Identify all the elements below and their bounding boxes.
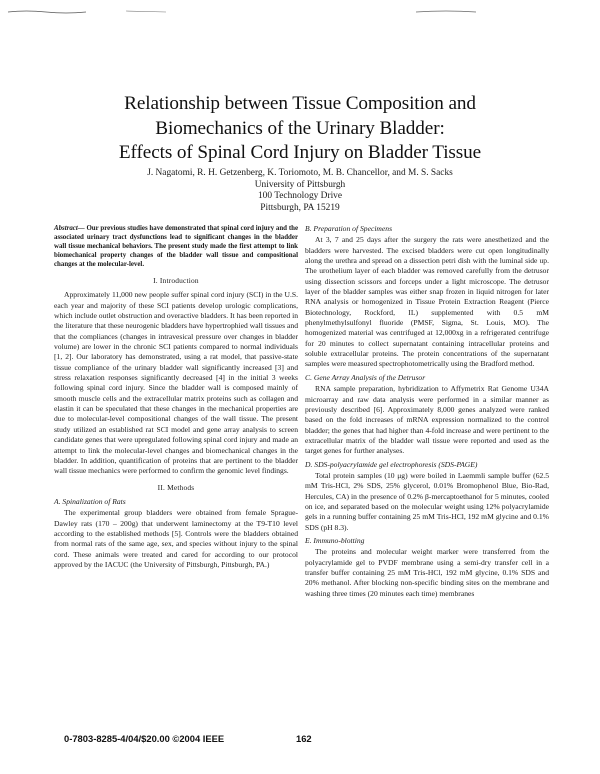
subsection-a-heading: A. Spinalization of Rats (54, 496, 126, 506)
subsection-b-text: At 3, 7 and 25 days after the surgery the rats were anesthetized and the bladders were harvested. The excised bladders were cut open longitudinally along the urethra and spread on a dissection petri dish with the luminal side up. The urothelium layer of each bladder was removed carefully from the detrusor using dissection scissors and forceps under a light microscope. The detrusor layer of the bladder samples was either snap frozen in liquid nitrogen for later RNA analysis or homogenized in Tissue Protein Extraction Reagent (Pierce Biotechnology, Rockford, IL) supplemented with 0.5 mM phenylmethylsulfonyl fluoride (PMSF, Sigma, St. Louis, MO). The homogenized material was centrifuged at 12,000xg in a refrigerated centrifuge for 20 minutes to collect supernatant containing intracellular proteins and soluble extracellular proteins. The protein concentrations of the supernatant samples were measured spectrophotometrically using the Bradford method. (305, 235, 549, 369)
subsection-b-heading: B. Preparation of Specimens (305, 224, 393, 233)
subsection-a-text: The experimental group bladders were obtained from female Sprague-Dawley rats (170 – 200g) that underwent laminectomy at the T9-T10 level according to the established methods [5]. Controls were the bladders obtained from normal rats of the same age, sex, and species without injury to the spinal cord. These animals were treated and cared for according to our protocol approved by the IACUC (the University of Pittsburgh, Pittsburgh, PA.) (54, 508, 298, 569)
subsection-c-heading: C. Gene Array Analysis of the Detrusor (305, 372, 426, 382)
subsection-e-text: The proteins and molecular weight marker were transferred from the polyacrylamide gel to PVDF membrane using a semi-dry transfer cell in a transfer buffer containing 25 mM Tris-HCl, 192 mM glycine, 0.1% SDS and 20% methanol. After blocking non-specific binding sites on the membrane and washing three times (20 minutes each time) membranes (305, 547, 549, 598)
abstract-lead: Abstract— (54, 225, 85, 232)
paper-title (40, 92, 560, 166)
title-line-2: Biomechanics of the Urinary Bladder: (155, 117, 445, 139)
introduction-text: Approximately 11,000 new people suffer spinal cord injury (SCI) in the U.S. each year and majority of these SCI patients develop urologic complications, which include outlet obstruction and overactive bladders. It has been reported in the literature that these neurogenic bladders have hypertrophied wall tissues and that the compliances (changes in intravesical pressure over changes in bladder volume) are lower in the chronic SCI patients compared to normal individuals [1, 2]. Our laboratory has demonstrated, using a rat model, that passive-state tissue compliance of the urinary bladder wall significantly increased [3] and stress relaxation responses significantly decreased [4] in the initial 3 weeks following spinal cord injury. Since the bladder wall is composed mainly of smooth muscle cells and the extracellular matrix proteins such as collagen and elastin it can be speculated that these changes in the mechanical properties are due to molecular-level compositional changes of the wall tissue. The present study utilized an established rat SCI model and gene array analysis to screen candidate genes that were upregulated following spinal cord injury and made an attempt to link the molecular-level changes and biomechanical changes in the bladder. In addition, quantification of proteins that are pertinent to the bladder wall tissue mechanics were performed to confirm the genomic level findings. (54, 290, 298, 476)
right-column (305, 224, 549, 599)
title-line-1: Relationship between Tissue Composition and (124, 93, 476, 114)
author-block (40, 168, 560, 214)
page-number: 162 (296, 733, 312, 744)
author-address-1: 100 Technology Drive (257, 191, 343, 202)
author-affiliation: University of Pittsburgh (254, 179, 346, 190)
footer-copyright: 0-7803-8285-4/04/$20.00 ©2004 IEEE (64, 733, 225, 744)
abstract (54, 224, 298, 269)
title-line-3: Effects of Spinal Cord Injury on Bladder Tissue (118, 142, 482, 163)
subsection-c-text: RNA sample preparation, hybridization to Affymetrix Rat Genome U34A microarray and raw data analysis were performed in a similar manner as previously described [6]. Approximately 8,000 genes analyzed were ranked based on the fold increases of mRNA expression normalized to the control bladder; the genes that had higher than 4-fold increase and were pertinent to the extracellular matrix of the bladder wall tissue were reported and used as the target genes for further analyses. (305, 384, 549, 456)
header-scan-marks (6, 9, 596, 15)
methods-heading: II. Methods (157, 482, 195, 492)
author-address-2: Pittsburgh, PA 15219 (260, 202, 340, 213)
left-column (54, 224, 298, 570)
subsection-d-heading: D. SDS-polyacrylamide gel electrophoresis (SDS-PAGE) (305, 459, 478, 469)
introduction-heading: I. Introduction (153, 276, 199, 285)
author-names: J. Nagatomi, R. H. Getzenberg, K. Toriomoto, M. B. Chancellor, and M. S. Sacks (147, 168, 453, 178)
abstract-text: Our previous studies have demonstrated that spinal cord injury and the associated urinary tract dysfunctions lead to significant changes in the bladder wall tissue mechanical behaviors. The present study made the first attempt to link biomechanical property changes of the bladder wall tissue and compositional changes at the molecular-level. (54, 225, 298, 268)
subsection-e-heading: E. Immuno-blotting (305, 535, 365, 545)
subsection-d-text: Total protein samples (10 μg) were boiled in Laemmli sample buffer (62.5 mM Tris-HCl, 2% SDS, 25% glycerol, 0.01% Bromophenol Blue, Bio-Rad, Hercules, CA) in the presence of 0.2% β-mercaptoethanol for 5 minutes, cooled on ice, and separated based on the molecular weight using 12% polyacrylamide gels in a running buffer containing 25 mM Tris-HCl, 192 mM glycine and 0.1% SDS (pH 8.3). (305, 470, 549, 532)
